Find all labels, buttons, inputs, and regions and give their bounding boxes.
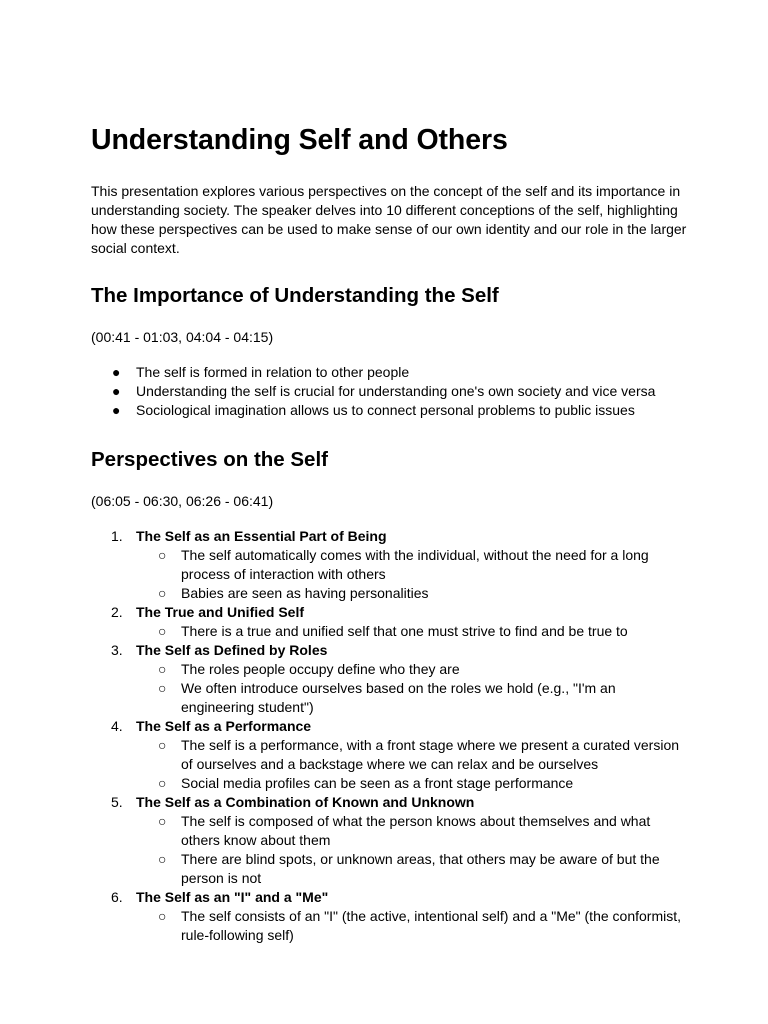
list-item: ○ The self is composed of what the person knows about themselves and what others know about them — [158, 813, 651, 848]
document-title: Understanding Self and Others — [91, 124, 508, 156]
list-number: 1. — [111, 528, 123, 544]
list-item: ○ The self consists of an "I" (the active, intentional self) and a "Me" (the conformist, rule-following self) — [158, 908, 681, 943]
circle-bullet-icon: ○ — [158, 661, 167, 677]
bullet-icon: ● — [112, 383, 121, 399]
sub-bullet-list — [136, 812, 688, 888]
circle-bullet-icon: ○ — [158, 737, 167, 753]
list-item — [91, 527, 688, 603]
list-number: 5. — [111, 794, 123, 810]
list-item — [91, 603, 688, 641]
sub-bullet-list — [136, 622, 688, 641]
list-item — [91, 717, 688, 793]
section-timestamps: (06:05 - 06:30, 06:26 - 06:41) — [91, 493, 274, 509]
list-number: 4. — [111, 718, 123, 734]
perspective-title: The Self as a Combination of Known and Unknown — [136, 794, 475, 810]
sub-bullet-list — [136, 546, 688, 603]
circle-bullet-icon: ○ — [158, 680, 167, 696]
list-item: ○ There is a true and unified self that one must strive to find and be true to — [158, 623, 628, 639]
perspective-title: The True and Unified Self — [136, 604, 305, 620]
sub-bullet-list — [136, 736, 688, 793]
circle-bullet-icon: ○ — [158, 623, 167, 639]
list-item: ● Sociological imagination allows us to connect personal problems to public issues — [112, 402, 635, 418]
sub-bullet-list — [136, 907, 688, 945]
perspective-title: The Self as an "I" and a "Me" — [136, 889, 329, 905]
list-item: ○ The self automatically comes with the individual, without the need for a long process of interaction with others — [158, 547, 649, 582]
circle-bullet-icon: ○ — [158, 585, 167, 601]
list-number: 6. — [111, 889, 123, 905]
perspective-title: The Self as an Essential Part of Being — [136, 528, 387, 544]
list-item: ○ There are blind spots, or unknown areas, that others may be aware of but the person is not — [158, 851, 660, 886]
list-item: ● Understanding the self is crucial for understanding one's own society and vice versa — [112, 383, 656, 399]
list-number: 3. — [111, 642, 123, 658]
intro-paragraph: This presentation explores various perspectives on the concept of the self and its importance in understanding society. The speaker delves into 10 different conceptions of the self, highlighting how these perspectives can be used to make sense of our own identity and our role in the larger social context. — [91, 183, 687, 256]
section-timestamps: (00:41 - 01:03, 04:04 - 04:15) — [91, 329, 274, 345]
section-heading-perspectives: Perspectives on the Self — [91, 448, 328, 471]
circle-bullet-icon: ○ — [158, 775, 167, 791]
list-item: ● The self is formed in relation to other people — [112, 364, 410, 380]
circle-bullet-icon: ○ — [158, 547, 167, 563]
importance-bullet-list — [91, 363, 688, 420]
list-item — [91, 641, 688, 717]
list-item — [91, 793, 688, 888]
perspective-title: The Self as Defined by Roles — [136, 642, 328, 658]
list-number: 2. — [111, 604, 123, 620]
section-heading-importance: The Importance of Understanding the Self — [91, 284, 499, 307]
list-item: ○ The roles people occupy define who they are — [158, 661, 460, 677]
sub-bullet-list — [136, 660, 688, 717]
circle-bullet-icon: ○ — [158, 908, 167, 924]
list-item: ○ Social media profiles can be seen as a front stage performance — [158, 775, 574, 791]
perspectives-numbered-list — [91, 527, 688, 945]
bullet-icon: ● — [112, 402, 121, 418]
list-item: ○ Babies are seen as having personalities — [158, 585, 429, 601]
list-item — [91, 888, 688, 945]
circle-bullet-icon: ○ — [158, 813, 167, 829]
list-item: ○ The self is a performance, with a front stage where we present a curated version of ourselves and a backstage where we can relax and be ourselves — [158, 737, 680, 772]
circle-bullet-icon: ○ — [158, 851, 167, 867]
list-item: ○ We often introduce ourselves based on the roles we hold (e.g., "I'm an engineering student") — [158, 680, 616, 715]
bullet-icon: ● — [112, 364, 121, 380]
perspective-title: The Self as a Performance — [136, 718, 312, 734]
